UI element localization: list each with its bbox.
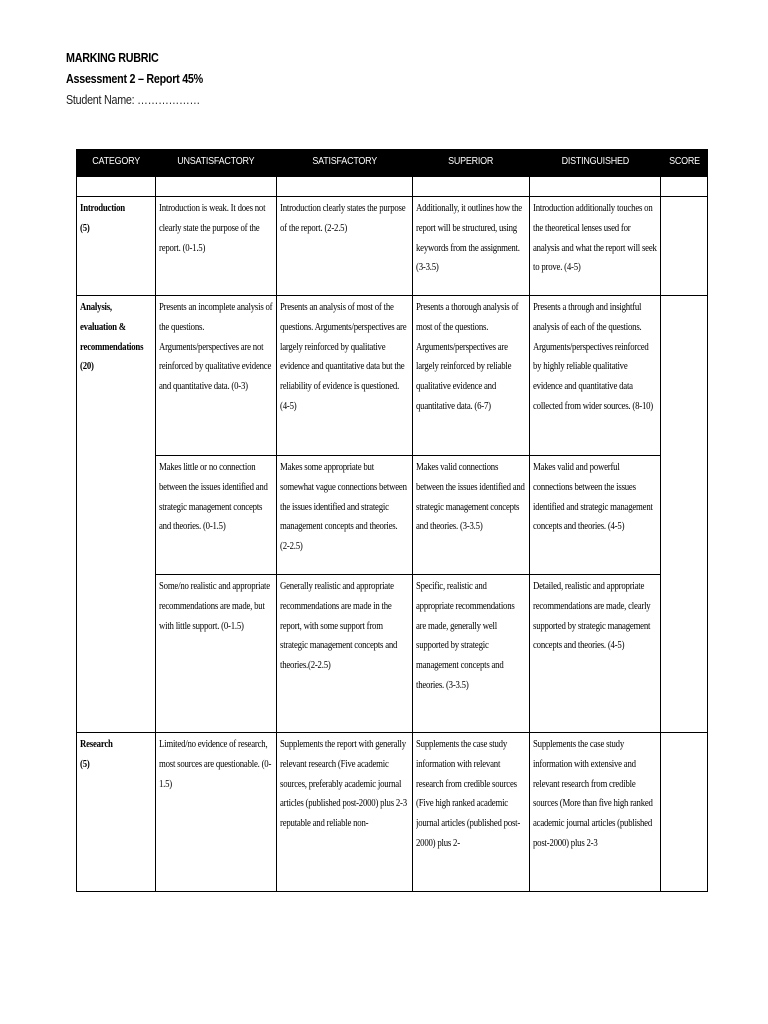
cell-satisfactory: Presents an analysis of most of the questions. Arguments/perspectives are largely reinforced by qualitative evidence and quantitative data but the reliability of evidence is questioned. (4-5)	[277, 296, 413, 456]
cell-distinguished: Supplements the case study information with extensive and relevant research from credible sources (More than five high ranked academic journal articles (published post-2000) plus 2-3	[530, 733, 661, 892]
col-header-unsatisfactory: UNSATISFACTORY	[156, 150, 277, 177]
col-header-category: CATEGORY	[77, 150, 156, 177]
cell-unsatisfactory: Some/no realistic and appropriate recommendations are made, but with little support. (0-1.5)	[156, 575, 277, 733]
cell-unsatisfactory: Presents an incomplete analysis of the questions. Arguments/perspectives are not reinforced by qualitative evidence and quantitative data. (0-3)	[156, 296, 277, 456]
cell-score[interactable]	[661, 197, 708, 296]
cell-superior: Presents a thorough analysis of most of the questions. Arguments/perspectives are largely reinforced by reliable qualitative evidence and quantitative data. (6-7)	[413, 296, 530, 456]
col-header-score: SCORE	[661, 150, 708, 177]
cell-satisfactory: Introduction clearly states the purpose of the report. (2-2.5)	[277, 197, 413, 296]
cell-superior: Additionally, it outlines how the report will be structured, using keywords from the assignment. (3-3.5)	[413, 197, 530, 296]
cell-superior: Supplements the case study information with relevant research from credible sources (Five high ranked academic journal articles (published post-2000) plus 2-	[413, 733, 530, 892]
marking-rubric-table	[76, 149, 708, 892]
cell-distinguished: Detailed, realistic and appropriate recommendations are made, clearly supported by strategic management concepts and theories. (4-5)	[530, 575, 661, 733]
rubric-title: MARKING RUBRIC	[66, 51, 159, 65]
cell-unsatisfactory: Introduction is weak. It does not clearly state the purpose of the report. (0-1.5)	[156, 197, 277, 296]
cell-score[interactable]	[661, 733, 708, 892]
cell-superior: Specific, realistic and appropriate recommendations are made, generally well supported by strategic management concepts and theories. (3-3.5)	[413, 575, 530, 733]
col-header-satisfactory: SATISFACTORY	[277, 150, 413, 177]
col-header-superior: SUPERIOR	[413, 150, 530, 177]
table-row	[77, 296, 708, 456]
cell-unsatisfactory: Makes little or no connection between the issues identified and strategic management concepts and theories. (0-1.5)	[156, 456, 277, 575]
category-introduction: Introduction (5)	[77, 197, 156, 296]
cell-satisfactory: Supplements the report with generally relevant research (Five academic sources, preferably academic journal articles (published post-2000) plus 2-3 reputable and reliable non-	[277, 733, 413, 892]
col-header-distinguished: DISTINGUISHED	[530, 150, 661, 177]
cell-distinguished: Introduction additionally touches on the theoretical lenses used for analysis and what the report will seek to prove. (4-5)	[530, 197, 661, 296]
cell-score[interactable]	[661, 296, 708, 733]
table-row	[77, 575, 708, 733]
cell-distinguished: Presents a through and insightful analysis of each of the questions. Arguments/perspectives reinforced by highly reliable qualitative evidence and quantitative data collected from wider sources. (8-10)	[530, 296, 661, 456]
table-row	[77, 197, 708, 296]
table-row	[77, 733, 708, 892]
cell-unsatisfactory: Limited/no evidence of research, most sources are questionable. (0-1.5)	[156, 733, 277, 892]
student-name-line: Student Name: ………………	[66, 93, 201, 107]
category-analysis: Analysis, evaluation & recommendations (20)	[77, 296, 156, 733]
cell-distinguished: Makes valid and powerful connections between the issues identified and strategic management concepts and theories. (4-5)	[530, 456, 661, 575]
table-header-row	[77, 150, 708, 177]
cell-satisfactory: Makes some appropriate but somewhat vague connections between the issues identified and strategic management concepts and theories. (2-2.5)	[277, 456, 413, 575]
spacer-row	[77, 177, 708, 197]
assessment-title: Assessment 2 – Report 45%	[66, 72, 203, 86]
cell-superior: Makes valid connections between the issues identified and strategic management concepts and theories. (3-3.5)	[413, 456, 530, 575]
table-row	[77, 456, 708, 575]
cell-satisfactory: Generally realistic and appropriate recommendations are made in the report, with some support from strategic management concepts and theories.(2-2.5)	[277, 575, 413, 733]
category-research: Research (5)	[77, 733, 156, 892]
